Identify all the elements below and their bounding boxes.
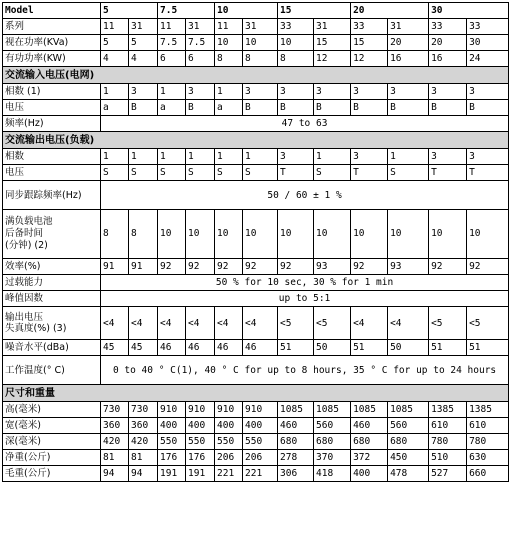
value-cell: 92 (351, 259, 388, 275)
value-cell: 3 (186, 84, 215, 100)
row-label: 宽(毫米) (3, 418, 101, 434)
row-label-line: 满负载电池 (5, 216, 53, 227)
value-cell: <5 (278, 307, 314, 340)
value-cell: 360 (129, 418, 158, 434)
value-cell: <4 (101, 307, 129, 340)
value-cell: 1085 (314, 402, 351, 418)
depth-row (3, 434, 509, 450)
value-cell: 10 (351, 210, 388, 259)
value-cell: 31 (186, 19, 215, 35)
value-cell: 16 (429, 51, 467, 67)
value-cell: 10 (278, 35, 314, 51)
value-cell: 1 (215, 84, 243, 100)
value-cell: 10 (388, 210, 429, 259)
spec-table-body (3, 3, 509, 482)
value-cell: 10 (215, 210, 243, 259)
value-cell: 730 (101, 402, 129, 418)
value-cell: 3 (388, 84, 429, 100)
value-cell: 92 (186, 259, 215, 275)
value-cell: <4 (388, 307, 429, 340)
row-label: 效率(%) (3, 259, 101, 275)
value-cell: 680 (351, 434, 388, 450)
value-cell: 1385 (429, 402, 467, 418)
value-cell: 176 (158, 450, 186, 466)
value-cell: 31 (314, 19, 351, 35)
value-cell: 360 (101, 418, 129, 434)
value-cell: 306 (278, 466, 314, 482)
value-cell: 24 (467, 51, 509, 67)
value-cell: 3 (467, 149, 509, 165)
spanning-value: 0 to 40 ° C(1), 40 ° C for up to 8 hours, 35 ° C for up to 24 hours (101, 356, 509, 385)
value-cell: 11 (101, 19, 129, 35)
value-cell: 12 (351, 51, 388, 67)
value-cell: S (129, 165, 158, 181)
value-cell: 92 (278, 259, 314, 275)
output-phases-row (3, 149, 509, 165)
section-title: 交流输出电压(负载) (3, 132, 509, 149)
value-cell: 660 (467, 466, 509, 482)
value-cell: 91 (101, 259, 129, 275)
value-cell: <4 (186, 307, 215, 340)
value-cell: 93 (314, 259, 351, 275)
model-header: 5 (101, 3, 158, 19)
value-cell: 45 (101, 340, 129, 356)
gross-weight-row (3, 466, 509, 482)
spanning-value: 47 to 63 (101, 116, 509, 132)
value-cell: B (186, 100, 215, 116)
value-cell: 12 (314, 51, 351, 67)
value-cell: 221 (243, 466, 278, 482)
row-label: 高(毫米) (3, 402, 101, 418)
sync-frequency-row (3, 181, 509, 210)
efficiency-row (3, 259, 509, 275)
distortion-row (3, 307, 509, 340)
value-cell: <4 (215, 307, 243, 340)
height-row (3, 402, 509, 418)
input-frequency-row (3, 116, 509, 132)
value-cell: 460 (351, 418, 388, 434)
width-row (3, 418, 509, 434)
value-cell: T (278, 165, 314, 181)
value-cell: 51 (278, 340, 314, 356)
value-cell: 93 (388, 259, 429, 275)
value-cell: 560 (388, 418, 429, 434)
value-cell: 50 (314, 340, 351, 356)
overload-row (3, 275, 509, 291)
value-cell: S (388, 165, 429, 181)
value-cell: 1085 (351, 402, 388, 418)
net-weight-row (3, 450, 509, 466)
value-cell: B (467, 100, 509, 116)
value-cell: 10 (158, 210, 186, 259)
value-cell: 5 (129, 35, 158, 51)
value-cell: S (215, 165, 243, 181)
value-cell: 51 (351, 340, 388, 356)
value-cell: 3 (429, 149, 467, 165)
value-cell: 400 (186, 418, 215, 434)
value-cell: 10 (278, 210, 314, 259)
value-cell: S (101, 165, 129, 181)
value-cell: 610 (467, 418, 509, 434)
spanning-value: up to 5:1 (101, 291, 509, 307)
value-cell: <4 (351, 307, 388, 340)
value-cell: 16 (388, 51, 429, 67)
value-cell: a (101, 100, 129, 116)
value-cell: 278 (278, 450, 314, 466)
value-cell: 1 (158, 149, 186, 165)
value-cell: 15 (351, 35, 388, 51)
value-cell: <5 (467, 307, 509, 340)
value-cell: 1 (314, 149, 351, 165)
value-cell: 51 (429, 340, 467, 356)
value-cell: 91 (129, 259, 158, 275)
value-cell: 191 (158, 466, 186, 482)
value-cell: 33 (278, 19, 314, 35)
row-label (3, 307, 101, 340)
model-header: 7.5 (158, 3, 215, 19)
value-cell: B (278, 100, 314, 116)
value-cell: 33 (429, 19, 467, 35)
value-cell: 450 (388, 450, 429, 466)
value-cell: 3 (429, 84, 467, 100)
value-cell: 680 (314, 434, 351, 450)
spanning-value: 50 % for 10 sec, 30 % for 1 min (101, 275, 509, 291)
value-cell: 92 (429, 259, 467, 275)
value-cell: 3 (351, 149, 388, 165)
value-cell: 10 (467, 210, 509, 259)
noise-row (3, 340, 509, 356)
value-cell: 1 (388, 149, 429, 165)
value-cell: 10 (314, 210, 351, 259)
value-cell: 92 (467, 259, 509, 275)
value-cell: 3 (467, 84, 509, 100)
row-label: 电压 (3, 165, 101, 181)
row-label-line: (分钟) (2) (5, 240, 48, 251)
value-cell: 176 (186, 450, 215, 466)
value-cell: <5 (429, 307, 467, 340)
value-cell: 420 (129, 434, 158, 450)
value-cell: 46 (243, 340, 278, 356)
value-cell: 370 (314, 450, 351, 466)
apparent-power-row (3, 35, 509, 51)
value-cell: 1085 (278, 402, 314, 418)
value-cell: S (158, 165, 186, 181)
value-cell: 10 (243, 210, 278, 259)
value-cell: 8 (278, 51, 314, 67)
value-cell: B (129, 100, 158, 116)
value-cell: 400 (215, 418, 243, 434)
value-cell: 780 (467, 434, 509, 450)
value-cell: 610 (429, 418, 467, 434)
value-cell: 420 (101, 434, 129, 450)
value-cell: 10 (429, 210, 467, 259)
value-cell: 206 (215, 450, 243, 466)
value-cell: 94 (101, 466, 129, 482)
value-cell: 31 (388, 19, 429, 35)
dimensions-section (3, 385, 509, 402)
active-power-row (3, 51, 509, 67)
value-cell: 46 (215, 340, 243, 356)
value-cell: B (388, 100, 429, 116)
value-cell: 1085 (388, 402, 429, 418)
value-cell: B (314, 100, 351, 116)
row-label: 电压 (3, 100, 101, 116)
value-cell: S (243, 165, 278, 181)
value-cell: 630 (467, 450, 509, 466)
row-label-line: 后备时间 (5, 228, 44, 239)
value-cell: B (243, 100, 278, 116)
value-cell: 92 (158, 259, 186, 275)
row-label: 视在功率(KVa) (3, 35, 101, 51)
value-cell: 1 (101, 149, 129, 165)
model-header: 30 (429, 3, 509, 19)
row-label: 峰值因数 (3, 291, 101, 307)
value-cell: <4 (158, 307, 186, 340)
value-cell: 11 (215, 19, 243, 35)
row-label-line: 输出电压 (5, 312, 44, 323)
value-cell: 550 (243, 434, 278, 450)
backup-time-row (3, 210, 509, 259)
value-cell: T (429, 165, 467, 181)
value-cell: T (467, 165, 509, 181)
value-cell: 3 (278, 84, 314, 100)
value-cell: 550 (158, 434, 186, 450)
value-cell: 400 (243, 418, 278, 434)
row-label-line: 失真度(%) (3) (5, 323, 67, 334)
value-cell: 478 (388, 466, 429, 482)
value-cell: 730 (129, 402, 158, 418)
value-cell: 15 (314, 35, 351, 51)
row-label: 工作温度(° C) (3, 356, 101, 385)
value-cell: 20 (388, 35, 429, 51)
ups-spec-table (2, 2, 509, 482)
value-cell: 221 (215, 466, 243, 482)
value-cell: 8 (101, 210, 129, 259)
row-label: 相数 (3, 149, 101, 165)
model-header: 10 (215, 3, 278, 19)
value-cell: 680 (388, 434, 429, 450)
value-cell: 372 (351, 450, 388, 466)
value-cell: 81 (129, 450, 158, 466)
value-cell: 4 (129, 51, 158, 67)
value-cell: 8 (129, 210, 158, 259)
value-cell: 50 (388, 340, 429, 356)
value-cell: 81 (101, 450, 129, 466)
value-cell: 1 (101, 84, 129, 100)
value-cell: 206 (243, 450, 278, 466)
value-cell: S (314, 165, 351, 181)
row-label (3, 210, 101, 259)
row-label: 毛重(公斤) (3, 466, 101, 482)
value-cell: <4 (129, 307, 158, 340)
model-header: 15 (278, 3, 351, 19)
output-voltage-row (3, 165, 509, 181)
row-label: 频率(Hz) (3, 116, 101, 132)
value-cell: a (215, 100, 243, 116)
value-cell: 560 (314, 418, 351, 434)
section-title: 尺寸和重量 (3, 385, 509, 402)
value-cell: 46 (158, 340, 186, 356)
value-cell: <5 (314, 307, 351, 340)
value-cell: 8 (215, 51, 243, 67)
value-cell: 30 (467, 35, 509, 51)
value-cell: B (351, 100, 388, 116)
value-cell: 33 (467, 19, 509, 35)
ac-output-section (3, 132, 509, 149)
value-cell: <4 (243, 307, 278, 340)
value-cell: 45 (129, 340, 158, 356)
value-cell: 31 (243, 19, 278, 35)
value-cell: 418 (314, 466, 351, 482)
value-cell: 1385 (467, 402, 509, 418)
row-label: 同步跟踪频率(Hz) (3, 181, 101, 210)
value-cell: 3 (351, 84, 388, 100)
row-label: 净重(公斤) (3, 450, 101, 466)
value-cell: 10 (186, 210, 215, 259)
value-cell: 31 (129, 19, 158, 35)
input-phases-row (3, 84, 509, 100)
header-row (3, 3, 509, 19)
value-cell: 46 (186, 340, 215, 356)
crest-factor-row (3, 291, 509, 307)
value-cell: 8 (243, 51, 278, 67)
value-cell: 910 (243, 402, 278, 418)
row-label: 有功功率(KW) (3, 51, 101, 67)
model-header: 20 (351, 3, 429, 19)
model-label: Model (3, 3, 101, 19)
value-cell: 460 (278, 418, 314, 434)
value-cell: 33 (351, 19, 388, 35)
value-cell: 6 (186, 51, 215, 67)
series-row (3, 19, 509, 35)
value-cell: 1 (186, 149, 215, 165)
value-cell: T (351, 165, 388, 181)
ac-input-section (3, 67, 509, 84)
value-cell: 910 (158, 402, 186, 418)
row-label: 过载能力 (3, 275, 101, 291)
value-cell: 1 (243, 149, 278, 165)
value-cell: 7.5 (186, 35, 215, 51)
value-cell: 680 (278, 434, 314, 450)
value-cell: 6 (158, 51, 186, 67)
value-cell: 92 (243, 259, 278, 275)
value-cell: 10 (243, 35, 278, 51)
value-cell: 3 (129, 84, 158, 100)
value-cell: 527 (429, 466, 467, 482)
value-cell: 94 (129, 466, 158, 482)
value-cell: 910 (186, 402, 215, 418)
value-cell: 10 (215, 35, 243, 51)
value-cell: S (186, 165, 215, 181)
row-label: 系列 (3, 19, 101, 35)
value-cell: 5 (101, 35, 129, 51)
value-cell: 910 (215, 402, 243, 418)
spanning-value: 50 / 60 ± 1 % (101, 181, 509, 210)
value-cell: B (429, 100, 467, 116)
value-cell: 51 (467, 340, 509, 356)
value-cell: 4 (101, 51, 129, 67)
value-cell: 1 (158, 84, 186, 100)
row-label: 噪音水平(dBa) (3, 340, 101, 356)
value-cell: 1 (129, 149, 158, 165)
value-cell: 20 (429, 35, 467, 51)
value-cell: 11 (158, 19, 186, 35)
value-cell: 550 (215, 434, 243, 450)
value-cell: 400 (351, 466, 388, 482)
row-label: 深(毫米) (3, 434, 101, 450)
value-cell: 7.5 (158, 35, 186, 51)
value-cell: 3 (314, 84, 351, 100)
row-label: 相数 (1) (3, 84, 101, 100)
value-cell: 92 (215, 259, 243, 275)
value-cell: 780 (429, 434, 467, 450)
value-cell: 1 (215, 149, 243, 165)
value-cell: a (158, 100, 186, 116)
input-voltage-row (3, 100, 509, 116)
value-cell: 510 (429, 450, 467, 466)
value-cell: 400 (158, 418, 186, 434)
value-cell: 191 (186, 466, 215, 482)
value-cell: 550 (186, 434, 215, 450)
value-cell: 3 (278, 149, 314, 165)
section-title: 交流输入电压(电网) (3, 67, 509, 84)
value-cell: 3 (243, 84, 278, 100)
operating-temp-row (3, 356, 509, 385)
